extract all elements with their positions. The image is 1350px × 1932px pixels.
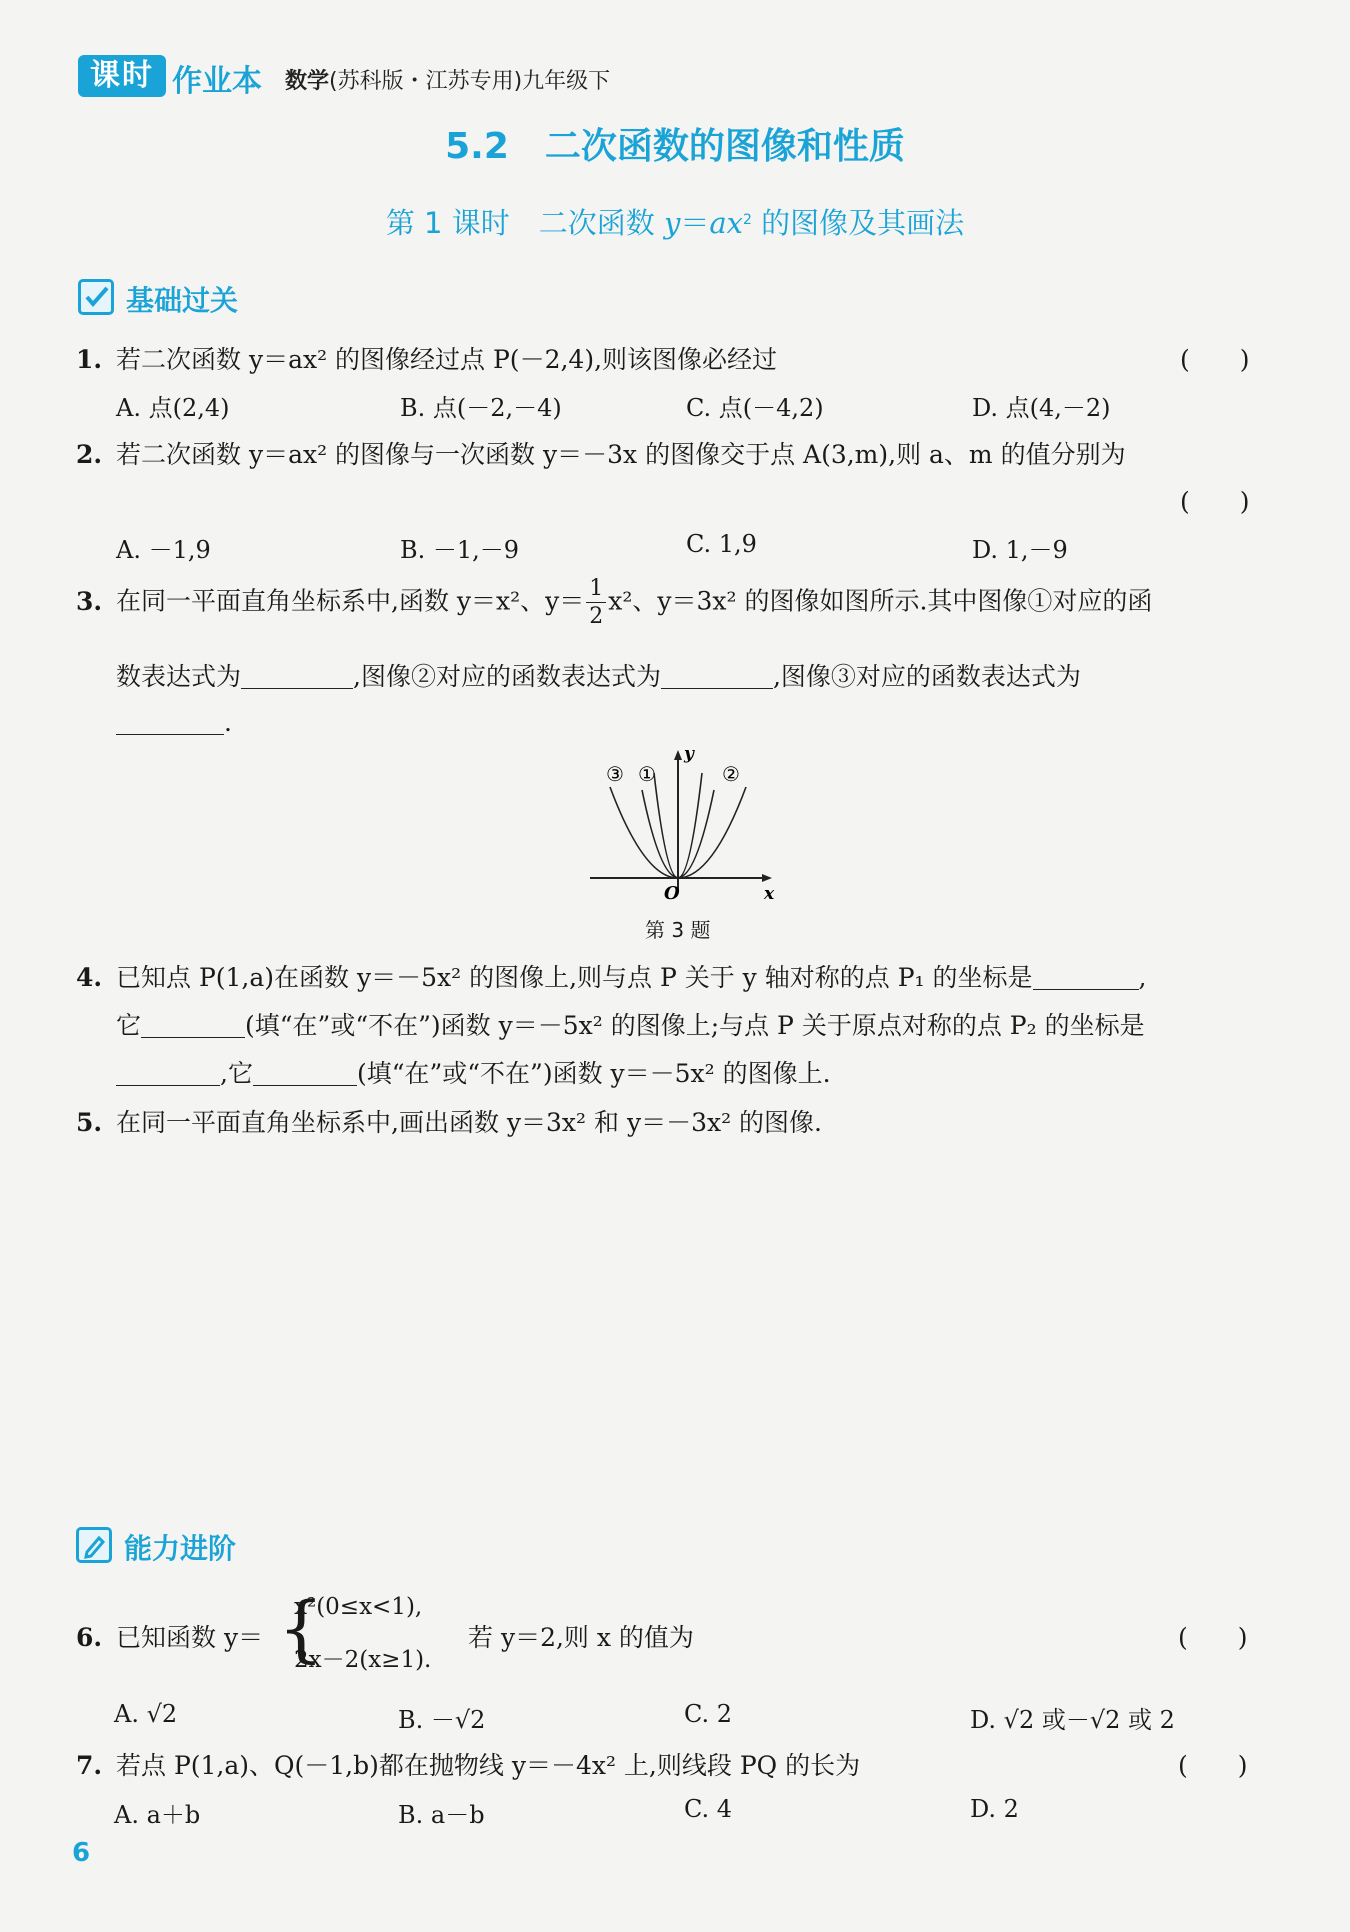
question-text-part: 它 bbox=[116, 1011, 142, 1040]
answer-paren: ( ) bbox=[1178, 1623, 1248, 1652]
answer-blank[interactable] bbox=[241, 666, 353, 689]
question-text: 若二次函数 y＝ax² 的图像经过点 P(－2,4),则该图像必经过 bbox=[116, 345, 778, 374]
section-title-basic: 基础过关 bbox=[126, 284, 239, 317]
parabola-figure bbox=[590, 745, 780, 910]
lesson-subtitle bbox=[0, 201, 1350, 242]
question-text-part: ,它 bbox=[220, 1059, 253, 1088]
piecewise-case-1: x²(0≤x<1), bbox=[294, 1594, 423, 1620]
subtitle-formula-a: ax bbox=[709, 206, 744, 240]
question-4-line-3 bbox=[116, 1054, 831, 1090]
question-3 bbox=[76, 578, 1152, 628]
question-text-part: 已知点 P(1,a)在函数 y＝－5x² 的图像上,则与点 P 关于 y 轴对称的点 P₁ 的坐标是 bbox=[116, 963, 1033, 992]
brand-name: 作业本 bbox=[172, 64, 262, 99]
subtitle-formula-y: y bbox=[663, 206, 681, 240]
question-number: 1. bbox=[76, 345, 103, 374]
question-5 bbox=[76, 1103, 822, 1139]
fraction bbox=[586, 578, 606, 628]
option-d: D. 点(4,－2) bbox=[972, 394, 1111, 422]
option-a: A. √2 bbox=[114, 1700, 178, 1728]
answer-blank[interactable] bbox=[141, 1015, 245, 1038]
question-text-part: , bbox=[1138, 963, 1147, 992]
pencil-note-icon bbox=[76, 1527, 112, 1563]
answer-blank[interactable] bbox=[661, 666, 773, 689]
option-c: C. 4 bbox=[684, 1795, 733, 1823]
question-6 bbox=[76, 1618, 263, 1654]
option-c: C. 2 bbox=[684, 1700, 733, 1728]
question-4-line-2 bbox=[116, 1006, 1145, 1042]
answer-paren: ( ) bbox=[1180, 345, 1250, 374]
question-number: 4. bbox=[76, 963, 103, 992]
question-3-line-3 bbox=[116, 708, 232, 737]
question-number: 2. bbox=[76, 440, 103, 469]
curve-label-2: ② bbox=[722, 762, 740, 786]
subject: 数学 bbox=[285, 69, 330, 94]
question-number: 7. bbox=[76, 1751, 103, 1780]
question-7 bbox=[76, 1746, 860, 1782]
subtitle-suffix: 的图像及其画法 bbox=[751, 206, 965, 240]
question-4 bbox=[76, 958, 1146, 994]
y-axis-arrow bbox=[674, 750, 682, 760]
option-a: A. －1,9 bbox=[116, 536, 211, 564]
question-text-part: ,图像③对应的函数表达式为 bbox=[772, 662, 1081, 691]
question-text-part: ,图像②对应的函数表达式为 bbox=[353, 662, 661, 691]
option-a: A. 点(2,4) bbox=[116, 394, 230, 422]
option-c: C. 点(－4,2) bbox=[686, 394, 824, 422]
question-text-part: 已知函数 y＝ bbox=[116, 1623, 264, 1652]
answer-paren: ( ) bbox=[1180, 487, 1250, 516]
question-number: 6. bbox=[76, 1623, 103, 1652]
y-axis-label: y bbox=[684, 745, 694, 764]
question-1 bbox=[76, 340, 777, 376]
option-d: D. √2 或－√2 或 2 bbox=[970, 1706, 1175, 1734]
option-d: D. 2 bbox=[970, 1795, 1019, 1823]
question-number: 3. bbox=[76, 586, 103, 616]
option-b: B. －1,－9 bbox=[400, 536, 520, 564]
origin-label: O bbox=[664, 883, 680, 904]
question-text-part: 在同一平面直角坐标系中,函数 y＝x²、y＝ bbox=[116, 586, 585, 616]
question-2 bbox=[76, 435, 1126, 471]
answer-blank[interactable] bbox=[116, 712, 224, 735]
curve-label-1: ① bbox=[638, 762, 656, 786]
answer-blank[interactable] bbox=[253, 1063, 357, 1086]
question-6-tail: 若 y＝2,则 x 的值为 bbox=[468, 1623, 694, 1652]
subtitle-formula-eq: ＝ bbox=[680, 206, 710, 240]
question-text-part: 数表达式为 bbox=[116, 662, 242, 691]
logo: 课时 bbox=[78, 55, 166, 97]
question-text-part: (填“在”或“不在”)函数 y＝－5x² 的图像上;与点 P 关于原点对称的点 P₂ 的坐标是 bbox=[245, 1011, 1145, 1040]
option-b: B. 点(－2,－4) bbox=[400, 394, 562, 422]
option-d: D. 1,－9 bbox=[972, 536, 1068, 564]
question-text: 若二次函数 y＝ax² 的图像与一次函数 y＝－3x 的图像交于点 A(3,m),则 a、m 的值分别为 bbox=[116, 440, 1126, 469]
fraction-denominator: 2 bbox=[589, 604, 604, 629]
answer-area[interactable] bbox=[76, 1150, 1276, 1510]
answer-blank[interactable] bbox=[116, 1063, 220, 1086]
answer-paren: ( ) bbox=[1178, 1751, 1248, 1780]
question-text-part: x²、y＝3x² 的图像如图所示.其中图像①对应的函 bbox=[608, 586, 1153, 616]
answer-blank[interactable] bbox=[1033, 967, 1139, 990]
section-title-advanced: 能力进阶 bbox=[124, 1532, 237, 1565]
curve-label-3: ③ bbox=[606, 762, 624, 786]
option-c: C. 1,9 bbox=[686, 530, 757, 558]
option-b: B. －√2 bbox=[398, 1706, 486, 1734]
question-text-part: . bbox=[224, 708, 232, 737]
option-b: B. a－b bbox=[398, 1801, 485, 1829]
figure-caption: 第 3 题 bbox=[645, 918, 711, 942]
subtitle-prefix: 第 1 课时 二次函数 bbox=[385, 206, 664, 240]
edition: (苏科版・江苏专用)九年级下 bbox=[329, 69, 611, 94]
option-a: A. a＋b bbox=[114, 1801, 201, 1829]
piecewise-brace: { bbox=[278, 1586, 324, 1670]
question-3-line-2 bbox=[116, 657, 1081, 693]
piecewise-case-2: 2x－2(x≥1). bbox=[294, 1647, 432, 1673]
checkbox-icon bbox=[78, 279, 114, 315]
x-axis-label: x bbox=[764, 884, 775, 904]
header-subject bbox=[285, 64, 610, 95]
question-text: 若点 P(1,a)、Q(－1,b)都在抛物线 y＝－4x² 上,则线段 PQ 的长为 bbox=[116, 1751, 861, 1780]
question-text-part: (填“在”或“不在”)函数 y＝－5x² 的图像上. bbox=[356, 1059, 831, 1088]
question-number: 5. bbox=[76, 1108, 103, 1137]
page-number: 6 bbox=[72, 1838, 91, 1868]
x-axis-arrow bbox=[762, 874, 772, 882]
subtitle-formula-exp: 2 bbox=[743, 212, 752, 228]
question-text: 在同一平面直角坐标系中,画出函数 y＝3x² 和 y＝－3x² 的图像. bbox=[116, 1108, 822, 1137]
fraction-numerator: 1 bbox=[586, 578, 606, 603]
page-title: 5.2 二次函数的图像和性质 bbox=[445, 126, 905, 167]
